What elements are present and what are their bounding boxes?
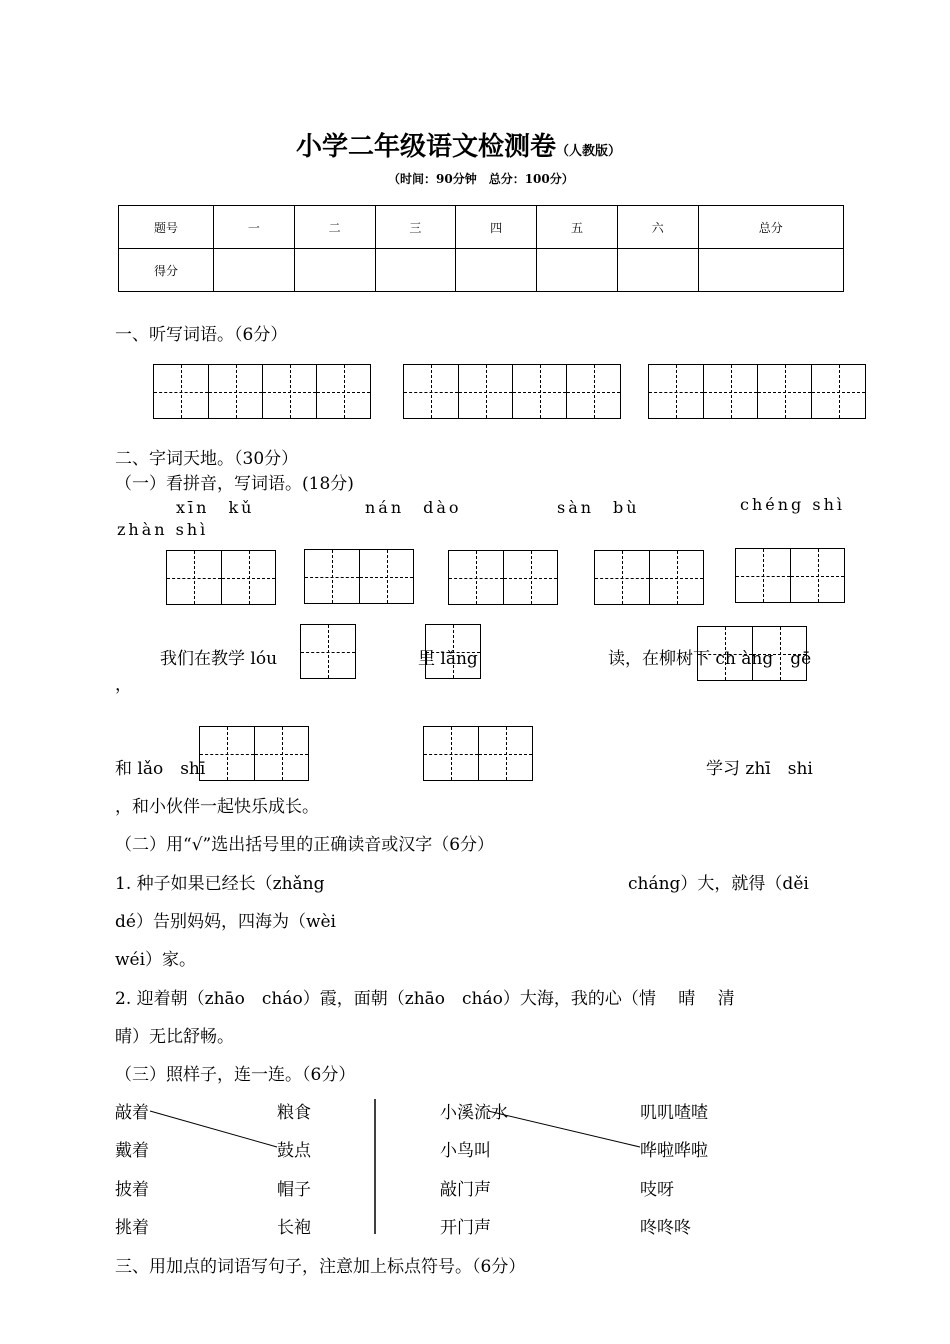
match-item[interactable]: 小鸟叫 <box>440 1141 491 1161</box>
match-item[interactable]: 哗啦哗啦 <box>640 1141 708 1161</box>
match-item[interactable]: 开门声 <box>440 1218 491 1238</box>
score-cell: 四 <box>456 206 537 249</box>
score-cell: 得分 <box>119 249 214 292</box>
score-cell: 六 <box>617 206 698 249</box>
question-text: 晴）无比舒畅。 <box>115 1027 234 1047</box>
match-item[interactable]: 帽子 <box>277 1180 311 1200</box>
match-item[interactable]: 长袍 <box>277 1218 311 1238</box>
sentence-text: 学习 zhī shi <box>706 759 813 779</box>
part1-heading: （一）看拼音，写词语。(18分) <box>115 474 354 494</box>
example-match-line <box>150 1111 277 1147</box>
question-text: dé）告别妈妈，四海为（wèi <box>115 912 336 932</box>
question-text: wéi）家。 <box>115 950 197 970</box>
page-subtitle: （时间：90分钟 总分：100分） <box>388 172 574 186</box>
sentence-text: ，和小伙伴一起快乐成长。 <box>115 797 319 817</box>
match-item[interactable]: 披着 <box>115 1180 149 1200</box>
question-text: cháng）大，就得（děi <box>628 874 809 894</box>
sentence-text: 我们在教学 lóu <box>160 649 278 669</box>
match-item[interactable]: 鼓点 <box>277 1141 311 1161</box>
score-cell: 三 <box>375 206 456 249</box>
sentence-text: 里 lǎng <box>418 649 478 669</box>
score-cell: 题号 <box>119 206 214 249</box>
match-item[interactable]: 敲着 <box>115 1103 149 1123</box>
match-item[interactable]: 戴着 <box>115 1141 149 1161</box>
example-match-line <box>488 1111 640 1147</box>
section1-heading: 一、听写词语。（6分） <box>115 325 288 345</box>
score-cell: 一 <box>214 206 295 249</box>
section3-heading: 三、用加点的词语写句子，注意加上标点符号。（6分） <box>115 1257 526 1277</box>
pinyin-label: chéng shì <box>740 495 845 514</box>
sentence-text: 和 lǎo shī <box>115 759 206 779</box>
score-cell: 总分 <box>698 206 843 249</box>
score-cell: 二 <box>294 206 375 249</box>
match-item[interactable]: 粮食 <box>277 1103 311 1123</box>
sentence-text: ， <box>115 675 132 695</box>
match-item[interactable]: 咚咚咚 <box>640 1218 691 1238</box>
part2-heading: （二）用“√”选出括号里的正确读音或汉字（6分） <box>115 835 495 855</box>
question-text: 1. 种子如果已经长（zhǎng <box>115 874 325 894</box>
edition-label: （人教版） <box>556 144 622 159</box>
match-item[interactable]: 吱呀 <box>640 1180 674 1200</box>
match-item[interactable]: 叽叽喳喳 <box>640 1103 708 1123</box>
section2-heading: 二、字词天地。（30分） <box>115 449 299 469</box>
title-text: 小学二年级语文检测卷 <box>296 132 557 162</box>
part3-heading: （三）照样子，连一连。（6分） <box>115 1065 356 1085</box>
question-text: 2. 迎着朝（zhāo cháo）霞，面朝（zhāo cháo）大海，我的心（情 晴 清 <box>115 989 735 1009</box>
match-item[interactable]: 敲门声 <box>440 1180 491 1200</box>
sentence-text: 读，在柳树下 ch àng gē <box>608 649 812 669</box>
score-cell: 五 <box>537 206 618 249</box>
match-item[interactable]: 挑着 <box>115 1218 149 1238</box>
pinyin-label: zhàn shì <box>117 520 209 539</box>
pinyin-label: sàn bù <box>557 498 640 517</box>
match-item[interactable]: 小溪流水 <box>440 1103 508 1123</box>
pinyin-label: nán dào <box>365 498 462 517</box>
pinyin-label: xīn kǔ <box>176 498 255 517</box>
